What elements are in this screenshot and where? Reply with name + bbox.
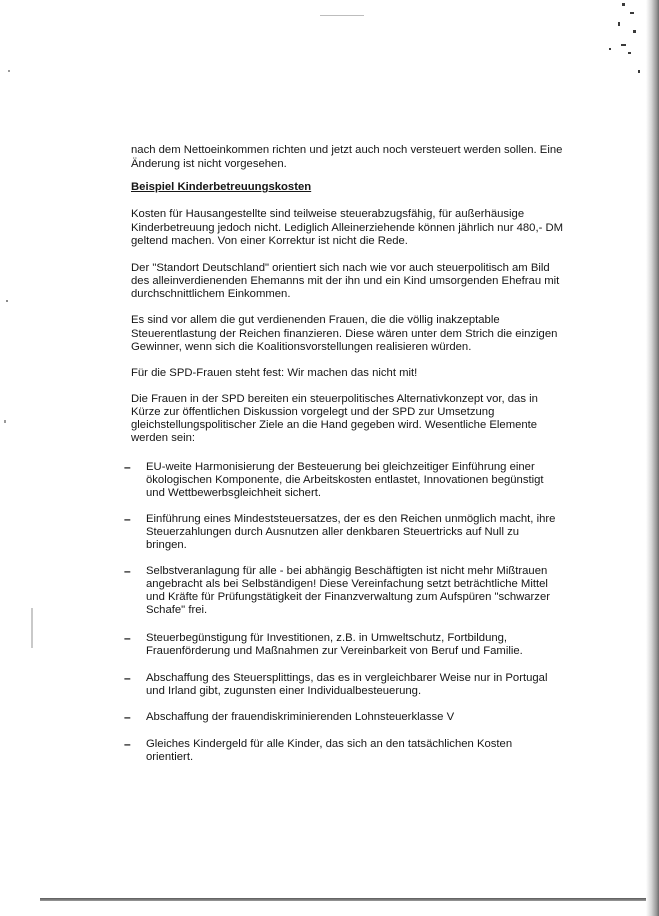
bullet-line: Abschaffung der frauendiskriminierenden Lohnsteuerklasse V xyxy=(146,711,455,723)
bullet-line: und Irland gibt, zugunsten einer Individualbesteuerung. xyxy=(146,685,422,697)
bullet-line: Frauenförderung und Maßnahmen zur Vereinbarkeit von Beruf und Familie. xyxy=(146,645,523,657)
bullet-line: Selbstveranlagung für alle - bei abhängig Beschäftigten ist nicht mehr Mißtrauen xyxy=(146,565,548,577)
scan-speck xyxy=(628,52,631,54)
bullet-line: EU-weite Harmonisierung der Besteuerung bei gleichzeitiger Einführung einer xyxy=(146,461,535,473)
paragraph-line: Steuerentlastung der Reichen finanzieren. Diese wären unter dem Strich die einzigen xyxy=(131,328,558,340)
scan-speck xyxy=(622,3,625,6)
bullet-line: ökologischen Komponente, die Arbeitskosten entlastet, Innovationen begünstigt xyxy=(146,474,544,486)
intro-line: Änderung ist nicht vorgesehen. xyxy=(131,158,287,170)
bullet-dash: – xyxy=(124,631,131,645)
paragraph-line: Der "Standort Deutschland" orientiert sich nach wie vor auch steuerpolitisch am Bild xyxy=(131,262,550,274)
paragraph-line: geltend machen. Von einer Korrektur ist nicht die Rede. xyxy=(131,235,408,247)
scan-speck xyxy=(633,30,636,33)
paragraph-line: Kürze zur öffentlichen Diskussion vorgelegt und der SPD zur Umsetzung xyxy=(131,406,495,418)
scan-speck xyxy=(638,70,640,73)
paragraph-line: Kinderbetreuung jedoch nicht. Lediglich Alleinerziehende können jährlich nur 480,- DM xyxy=(131,222,564,234)
paragraph-line: werden sein: xyxy=(131,432,196,444)
scan-speck xyxy=(4,420,6,423)
bullet-line: Schafe" frei. xyxy=(146,604,208,616)
scan-speck xyxy=(609,48,611,50)
bullet-line: Gleiches Kindergeld für alle Kinder, das sich an den tatsächlichen Kosten xyxy=(146,738,513,750)
scan-speck xyxy=(630,12,634,14)
paragraph-line: des alleinverdienenden Ehemanns mit der ihn und ein Kind umsorgenden Ehefrau mit xyxy=(131,275,560,287)
intro-line: nach dem Nettoeinkommen richten und jetzt auch noch versteuert werden sollen. Eine xyxy=(131,144,563,156)
bullet-dash: – xyxy=(124,737,131,751)
bullet-line: Abschaffung des Steuersplittings, das es in vergleichbarer Weise nur in Portugal xyxy=(146,672,548,684)
scan-speck xyxy=(621,44,626,46)
scan-speck xyxy=(8,70,10,72)
paragraph-line: Die Frauen in der SPD bereiten ein steuerpolitisches Alternativkonzept vor, das in xyxy=(131,393,538,405)
bullet-line: Einführung eines Mindeststeuersatzes, der es den Reichen unmöglich macht, ihre xyxy=(146,513,556,525)
bullet-line: orientiert. xyxy=(146,751,194,763)
bullet-line: bringen. xyxy=(146,539,187,551)
scan-speck xyxy=(31,608,33,648)
scan-speck xyxy=(320,15,364,16)
paragraph-line: Es sind vor allem die gut verdienenden Frauen, die die völlig inakzeptable xyxy=(131,314,500,326)
paragraph-line: Kosten für Hausangestellte sind teilweise steuerabzugsfähig, für außerhäusige xyxy=(131,208,525,220)
bullet-dash: – xyxy=(124,512,131,526)
paragraph-line: gleichstellungspolitischer Ziele an die Hand gegeben wird. Wesentliche Elemente xyxy=(131,419,538,431)
bullet-line: und Wettbewerbsgleichheit sichert. xyxy=(146,487,321,499)
bullet-dash: – xyxy=(124,460,131,474)
bullet-line: Steuerbegünstigung für Investitionen, z.B. in Umweltschutz, Fortbildung, xyxy=(146,632,508,644)
bullet-dash: – xyxy=(124,671,131,685)
bullet-dash: – xyxy=(124,710,131,724)
bullet-line: angebracht als bei Selbständigen! Diese Vereinfachung setzt beträchtliche Mittel xyxy=(146,578,548,590)
scan-shadow-edge xyxy=(646,0,659,916)
bullet-dash: – xyxy=(124,564,131,578)
bullet-line: und Kräfte für Prüfungstätigkeit der Finanzverwaltung zum Aufspüren "schwarzer xyxy=(146,591,550,603)
scan-bottom-edge xyxy=(40,898,646,901)
scan-speck xyxy=(618,22,620,26)
paragraph-line: durchschnittlichem Einkommen. xyxy=(131,288,291,300)
section-heading: Beispiel Kinderbetreuungskosten xyxy=(131,181,312,193)
scan-speck xyxy=(6,300,8,302)
paragraph-line: Gewinner, wenn sich die Koalitionsvorstellungen realisieren würden. xyxy=(131,341,472,353)
bullet-line: Steuerzahlungen durch Ausnutzen aller denkbaren Steuertricks auf Null zu xyxy=(146,526,520,538)
paragraph-line: Für die SPD-Frauen steht fest: Wir machen das nicht mit! xyxy=(131,367,418,379)
